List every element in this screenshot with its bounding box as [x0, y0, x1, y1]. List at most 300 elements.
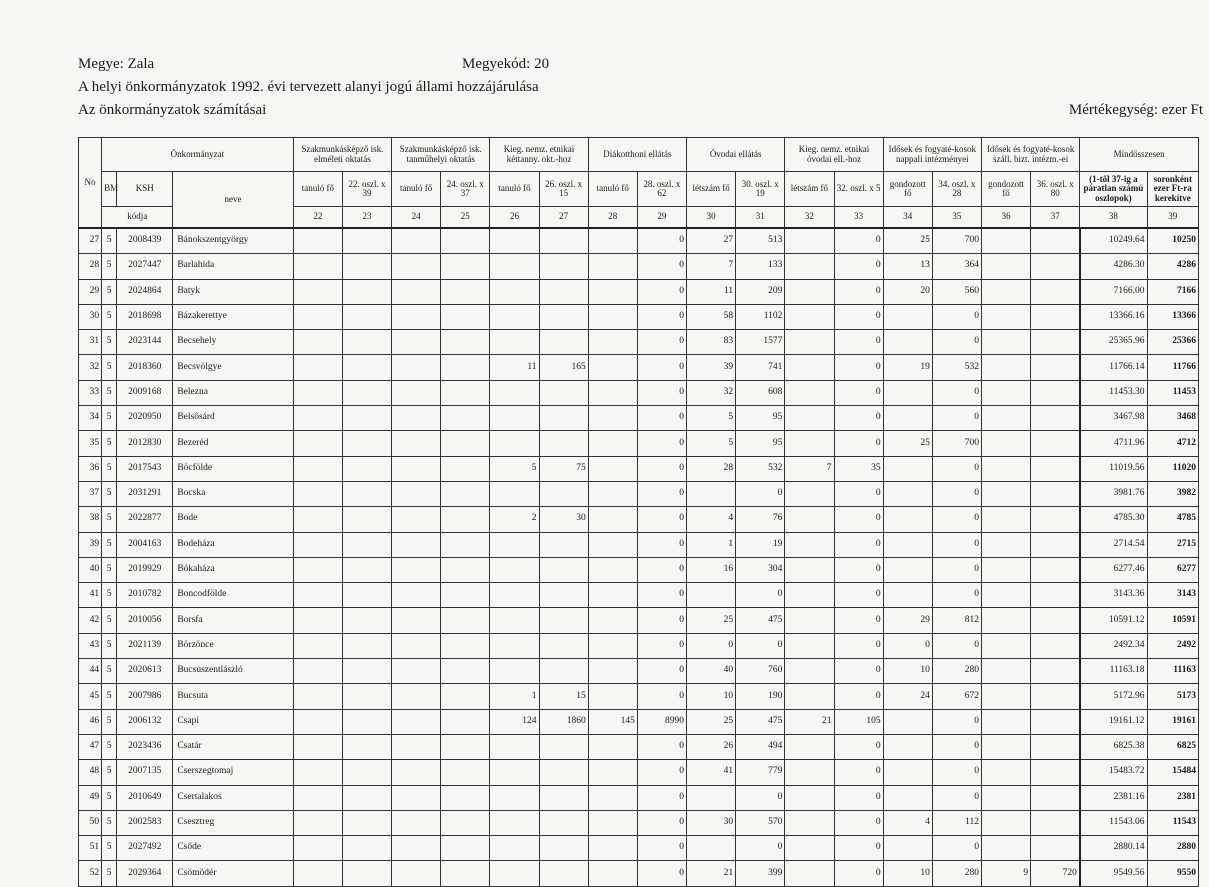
- cell-c23: [342, 861, 391, 886]
- cell-c35: 0: [932, 304, 981, 329]
- cell-bm: 5: [102, 659, 117, 684]
- cell-c26: [490, 608, 539, 633]
- cell-c36: [981, 785, 1030, 810]
- cell-c35: 532: [932, 355, 981, 380]
- cell-no: 47: [79, 734, 102, 759]
- cell-c22: [293, 431, 342, 456]
- group-header-4: Diákotthoni ellátás: [588, 138, 686, 172]
- cell-c25: [441, 760, 490, 785]
- cell-c25: [441, 810, 490, 835]
- cell-c37: [1031, 304, 1080, 329]
- cell-c34: 10: [883, 861, 932, 886]
- cell-c36: [981, 810, 1030, 835]
- cell-c23: [342, 659, 391, 684]
- cell-c27: [539, 633, 588, 658]
- cell-c24: [392, 684, 441, 709]
- cell-c34: [883, 734, 932, 759]
- subcol-25-header: 24. oszl. x 37: [441, 172, 490, 207]
- cell-bm: 5: [102, 684, 117, 709]
- cell-c37: [1031, 532, 1080, 557]
- cell-c33: 0: [834, 254, 883, 279]
- cell-c30: 16: [687, 557, 736, 582]
- cell-c32: [785, 228, 834, 254]
- cell-c31: 1577: [736, 330, 785, 355]
- cell-c32: [785, 659, 834, 684]
- cell-c31: 779: [736, 760, 785, 785]
- cell-c28: [588, 734, 637, 759]
- cell-c34: [883, 330, 932, 355]
- cell-no: 51: [79, 836, 102, 861]
- cell-c36: [981, 507, 1030, 532]
- subcol-22-header: tanuló fő: [293, 172, 342, 207]
- cell-c24: [392, 355, 441, 380]
- document-subtitle: Az önkormányzatok számításai: [78, 102, 267, 118]
- cell-bm: 5: [102, 304, 117, 329]
- cell-c25: [441, 406, 490, 431]
- cell-bm: 5: [102, 380, 117, 405]
- cell-c34: 0: [883, 633, 932, 658]
- cell-no: 40: [79, 557, 102, 582]
- cell-c35: 0: [932, 330, 981, 355]
- cell-c37: [1031, 355, 1080, 380]
- cell-c22: [293, 557, 342, 582]
- cell-c32: 7: [785, 456, 834, 481]
- cell-no: 46: [79, 709, 102, 734]
- cell-c33: 0: [834, 810, 883, 835]
- cell-c36: [981, 684, 1030, 709]
- colnum-24: 24: [392, 207, 441, 229]
- cell-c28: [588, 481, 637, 506]
- colnum-23: 23: [342, 207, 391, 229]
- cell-c26: [490, 304, 539, 329]
- colnum-37: 37: [1031, 207, 1080, 229]
- cell-c36: [981, 532, 1030, 557]
- cell-c37: [1031, 279, 1080, 304]
- cell-c35: 672: [932, 684, 981, 709]
- cell-c33: 0: [834, 760, 883, 785]
- cell-ksh: 2009168: [117, 380, 173, 405]
- cell-c33: 0: [834, 861, 883, 886]
- table-row: [79, 254, 1199, 279]
- cell-c30: 25: [687, 709, 736, 734]
- bm-header: BM: [102, 172, 117, 207]
- ksh-header: KSH: [117, 172, 173, 207]
- cell-c36: [981, 431, 1030, 456]
- cell-c27: [539, 304, 588, 329]
- cell-c35: 0: [932, 481, 981, 506]
- colnum-28: 28: [588, 207, 637, 229]
- cell-no: 37: [79, 481, 102, 506]
- cell-c23: [342, 709, 391, 734]
- cell-c36: [981, 760, 1030, 785]
- cell-c27: 1860: [539, 709, 588, 734]
- table-row: [79, 279, 1199, 304]
- cell-c37: [1031, 456, 1080, 481]
- cell-c29: 0: [637, 810, 686, 835]
- cell-c39: 4785: [1147, 507, 1198, 532]
- cell-c35: 700: [932, 431, 981, 456]
- cell-c26: [490, 734, 539, 759]
- cell-c36: [981, 659, 1030, 684]
- cell-c38: 5172.96: [1080, 684, 1147, 709]
- cell-c33: 0: [834, 355, 883, 380]
- cell-bm: 5: [102, 810, 117, 835]
- colnum-25: 25: [441, 207, 490, 229]
- cell-c36: [981, 254, 1030, 279]
- cell-c32: [785, 507, 834, 532]
- cell-no: 30: [79, 304, 102, 329]
- cell-no: 52: [79, 861, 102, 886]
- cell-c32: [785, 557, 834, 582]
- cell-c23: [342, 406, 391, 431]
- cell-name: Becsvölgye: [173, 355, 293, 380]
- cell-c36: [981, 481, 1030, 506]
- cell-c34: [883, 481, 932, 506]
- cell-name: Becsehely: [173, 330, 293, 355]
- cell-no: 49: [79, 785, 102, 810]
- cell-c29: 0: [637, 861, 686, 886]
- cell-c34: 20: [883, 279, 932, 304]
- cell-c24: [392, 481, 441, 506]
- cell-c24: [392, 760, 441, 785]
- cell-c31: 399: [736, 861, 785, 886]
- subcol-26-header: tanuló fő: [490, 172, 539, 207]
- subcol-39-header: soronként ezer Ft-ra kerekítve: [1147, 172, 1198, 207]
- cell-ksh: 2022877: [117, 507, 173, 532]
- cell-c38: 19161.12: [1080, 709, 1147, 734]
- cell-ksh: 2010056: [117, 608, 173, 633]
- cell-c29: 0: [637, 557, 686, 582]
- cell-name: Bodeháza: [173, 532, 293, 557]
- cell-c39: 2492: [1147, 633, 1198, 658]
- cell-c36: [981, 709, 1030, 734]
- cell-c26: [490, 760, 539, 785]
- cell-c34: [883, 304, 932, 329]
- cell-c39: 7166: [1147, 279, 1198, 304]
- cell-c35: 280: [932, 659, 981, 684]
- cell-name: Csőde: [173, 836, 293, 861]
- cell-c31: 494: [736, 734, 785, 759]
- cell-name: Bázakerettye: [173, 304, 293, 329]
- cell-c31: 608: [736, 380, 785, 405]
- cell-c34: [883, 557, 932, 582]
- table-row: [79, 406, 1199, 431]
- cell-c34: 19: [883, 355, 932, 380]
- cell-c39: 25366: [1147, 330, 1198, 355]
- cell-c27: [539, 481, 588, 506]
- cell-c25: [441, 861, 490, 886]
- cell-c24: [392, 785, 441, 810]
- cell-c35: 812: [932, 608, 981, 633]
- table-row: [79, 760, 1199, 785]
- cell-c36: [981, 633, 1030, 658]
- subcol-37-header: 36. oszl. x 80: [1031, 172, 1080, 207]
- cell-c26: [490, 279, 539, 304]
- cell-bm: 5: [102, 330, 117, 355]
- cell-c30: 10: [687, 684, 736, 709]
- cell-c29: 0: [637, 532, 686, 557]
- cell-name: Csatár: [173, 734, 293, 759]
- cell-c29: 0: [637, 355, 686, 380]
- cell-c34: [883, 507, 932, 532]
- grants-table: [78, 137, 1199, 887]
- cell-c36: [981, 734, 1030, 759]
- county-label: Megye: Zala: [78, 56, 155, 72]
- cell-c28: [588, 431, 637, 456]
- cell-c32: [785, 583, 834, 608]
- cell-c27: 30: [539, 507, 588, 532]
- cell-c32: [785, 431, 834, 456]
- cell-c22: [293, 532, 342, 557]
- cell-c38: 3467.98: [1080, 406, 1147, 431]
- cell-c33: 0: [834, 659, 883, 684]
- colnum-33: 33: [834, 207, 883, 229]
- cell-c35: 560: [932, 279, 981, 304]
- cell-c22: [293, 608, 342, 633]
- cell-c30: [687, 481, 736, 506]
- cell-c38: 11019.56: [1080, 456, 1147, 481]
- cell-c24: [392, 330, 441, 355]
- cell-c31: 0: [736, 836, 785, 861]
- cell-c23: [342, 228, 391, 254]
- cell-c29: 0: [637, 760, 686, 785]
- cell-c38: 11766.14: [1080, 355, 1147, 380]
- cell-c22: [293, 633, 342, 658]
- cell-c27: [539, 785, 588, 810]
- cell-c26: [490, 633, 539, 658]
- cell-c34: [883, 760, 932, 785]
- cell-bm: 5: [102, 254, 117, 279]
- subcol-35-header: 34. oszl. x 28: [932, 172, 981, 207]
- cell-c37: [1031, 734, 1080, 759]
- cell-c36: [981, 355, 1030, 380]
- colnum-36: 36: [981, 207, 1030, 229]
- cell-c29: 0: [637, 228, 686, 254]
- cell-c23: [342, 456, 391, 481]
- cell-c34: 10: [883, 659, 932, 684]
- county-code-label: Megyekód: 20: [462, 56, 550, 72]
- cell-c22: [293, 810, 342, 835]
- cell-c34: 24: [883, 684, 932, 709]
- cell-c39: 3982: [1147, 481, 1198, 506]
- cell-c31: 570: [736, 810, 785, 835]
- cell-name: Cserszegtomaj: [173, 760, 293, 785]
- cell-c24: [392, 254, 441, 279]
- cell-no: 42: [79, 608, 102, 633]
- cell-c26: [490, 810, 539, 835]
- colnum-38: 38: [1080, 207, 1147, 229]
- cell-c35: 0: [932, 557, 981, 582]
- cell-name: Csömödér: [173, 861, 293, 886]
- cell-name: Bezeréd: [173, 431, 293, 456]
- cell-c39: 15484: [1147, 760, 1198, 785]
- cell-c32: [785, 304, 834, 329]
- cell-c38: 3143.36: [1080, 583, 1147, 608]
- cell-c23: [342, 254, 391, 279]
- cell-c24: [392, 456, 441, 481]
- cell-c31: 0: [736, 481, 785, 506]
- cell-no: 45: [79, 684, 102, 709]
- cell-c22: [293, 228, 342, 254]
- cell-c39: 11163: [1147, 659, 1198, 684]
- cell-c26: 11: [490, 355, 539, 380]
- group-header-7: Idősek és fogyaté-kosok nappali intézményei: [883, 138, 981, 172]
- cell-c26: [490, 785, 539, 810]
- cell-c22: [293, 456, 342, 481]
- cell-c26: [490, 583, 539, 608]
- cell-c29: 0: [637, 330, 686, 355]
- cell-c38: 13366.16: [1080, 304, 1147, 329]
- cell-c39: 11453: [1147, 380, 1198, 405]
- subcol-32-header: létszám fő: [785, 172, 834, 207]
- header-row-subcols: [79, 172, 1199, 207]
- cell-c34: [883, 406, 932, 431]
- cell-bm: 5: [102, 532, 117, 557]
- cell-c33: 35: [834, 456, 883, 481]
- cell-c38: 11163.18: [1080, 659, 1147, 684]
- cell-c33: 0: [834, 279, 883, 304]
- cell-c25: [441, 355, 490, 380]
- cell-c23: [342, 355, 391, 380]
- cell-c30: 58: [687, 304, 736, 329]
- cell-c32: [785, 406, 834, 431]
- cell-c22: [293, 507, 342, 532]
- cell-c29: 0: [637, 507, 686, 532]
- cell-c30: [687, 583, 736, 608]
- cell-ksh: 2027447: [117, 254, 173, 279]
- cell-c39: 5173: [1147, 684, 1198, 709]
- cell-c32: [785, 760, 834, 785]
- cell-c35: 0: [932, 734, 981, 759]
- cell-c27: [539, 557, 588, 582]
- header-row-groups: [79, 138, 1199, 172]
- cell-c36: [981, 330, 1030, 355]
- cell-bm: 5: [102, 456, 117, 481]
- cell-c28: [588, 684, 637, 709]
- cell-c28: [588, 355, 637, 380]
- table-row: [79, 330, 1199, 355]
- cell-c26: [490, 228, 539, 254]
- cell-c27: [539, 734, 588, 759]
- cell-c24: [392, 431, 441, 456]
- cell-c35: 0: [932, 406, 981, 431]
- cell-name: Borsfa: [173, 608, 293, 633]
- cell-c25: [441, 734, 490, 759]
- cell-c32: [785, 532, 834, 557]
- cell-c34: 25: [883, 228, 932, 254]
- cell-c33: 0: [834, 380, 883, 405]
- col-no-header: No: [79, 138, 102, 229]
- cell-c23: [342, 785, 391, 810]
- cell-c30: 26: [687, 734, 736, 759]
- cell-c32: [785, 810, 834, 835]
- cell-c28: [588, 380, 637, 405]
- cell-c30: 27: [687, 228, 736, 254]
- cell-c39: 11020: [1147, 456, 1198, 481]
- cell-c23: [342, 608, 391, 633]
- cell-c36: [981, 456, 1030, 481]
- cell-c24: [392, 304, 441, 329]
- cell-ksh: 2031291: [117, 481, 173, 506]
- cell-c24: [392, 810, 441, 835]
- cell-c23: [342, 734, 391, 759]
- cell-c27: [539, 406, 588, 431]
- cell-c25: [441, 507, 490, 532]
- cell-c26: [490, 659, 539, 684]
- cell-c33: 0: [834, 557, 883, 582]
- table-row: [79, 810, 1199, 835]
- cell-c34: [883, 583, 932, 608]
- cell-c31: 0: [736, 633, 785, 658]
- cell-bm: 5: [102, 279, 117, 304]
- cell-c37: [1031, 608, 1080, 633]
- cell-c30: 5: [687, 406, 736, 431]
- cell-c27: [539, 608, 588, 633]
- cell-c36: [981, 608, 1030, 633]
- cell-name: Csesztreg: [173, 810, 293, 835]
- cell-name: Bánokszentgyörgy: [173, 228, 293, 254]
- group-header-8: Idősek és fogyaté-kosok száll. bizt. intézm.-ei: [981, 138, 1079, 172]
- table-row: [79, 431, 1199, 456]
- cell-c36: [981, 557, 1030, 582]
- cell-c30: 41: [687, 760, 736, 785]
- cell-c35: 0: [932, 785, 981, 810]
- table-row: [79, 734, 1199, 759]
- cell-c26: 2: [490, 507, 539, 532]
- cell-name: Bókaháza: [173, 557, 293, 582]
- cell-bm: 5: [102, 583, 117, 608]
- cell-bm: 5: [102, 557, 117, 582]
- table-row: [79, 608, 1199, 633]
- table-row: [79, 709, 1199, 734]
- cell-c23: [342, 304, 391, 329]
- cell-c31: 304: [736, 557, 785, 582]
- cell-ksh: 2020950: [117, 406, 173, 431]
- cell-c33: 0: [834, 734, 883, 759]
- cell-no: 43: [79, 633, 102, 658]
- cell-c37: [1031, 254, 1080, 279]
- table-row: [79, 228, 1199, 254]
- cell-c24: [392, 836, 441, 861]
- cell-c28: [588, 836, 637, 861]
- cell-c38: 4711.96: [1080, 431, 1147, 456]
- cell-c29: 0: [637, 734, 686, 759]
- cell-c32: [785, 684, 834, 709]
- cell-c22: [293, 355, 342, 380]
- cell-bm: 5: [102, 734, 117, 759]
- cell-c35: 0: [932, 380, 981, 405]
- cell-c30: 30: [687, 810, 736, 835]
- cell-c38: 10249.64: [1080, 228, 1147, 254]
- cell-c37: [1031, 406, 1080, 431]
- cell-bm: 5: [102, 355, 117, 380]
- cell-c24: [392, 507, 441, 532]
- cell-bm: 5: [102, 861, 117, 886]
- cell-c29: 8990: [637, 709, 686, 734]
- cell-c38: 3981.76: [1080, 481, 1147, 506]
- group-header-3: Kieg. nemz. etnikai kéttanny. okt.-hoz: [490, 138, 588, 172]
- cell-c38: 11453.30: [1080, 380, 1147, 405]
- cell-c39: 2880: [1147, 836, 1198, 861]
- cell-c24: [392, 583, 441, 608]
- table-row: [79, 380, 1199, 405]
- cell-c34: [883, 836, 932, 861]
- cell-c22: [293, 861, 342, 886]
- cell-c27: [539, 380, 588, 405]
- group-header-6: Kieg. nemz. etnikai óvodai ell.-hoz: [785, 138, 883, 172]
- cell-c38: 9549.56: [1080, 861, 1147, 886]
- table-row: [79, 456, 1199, 481]
